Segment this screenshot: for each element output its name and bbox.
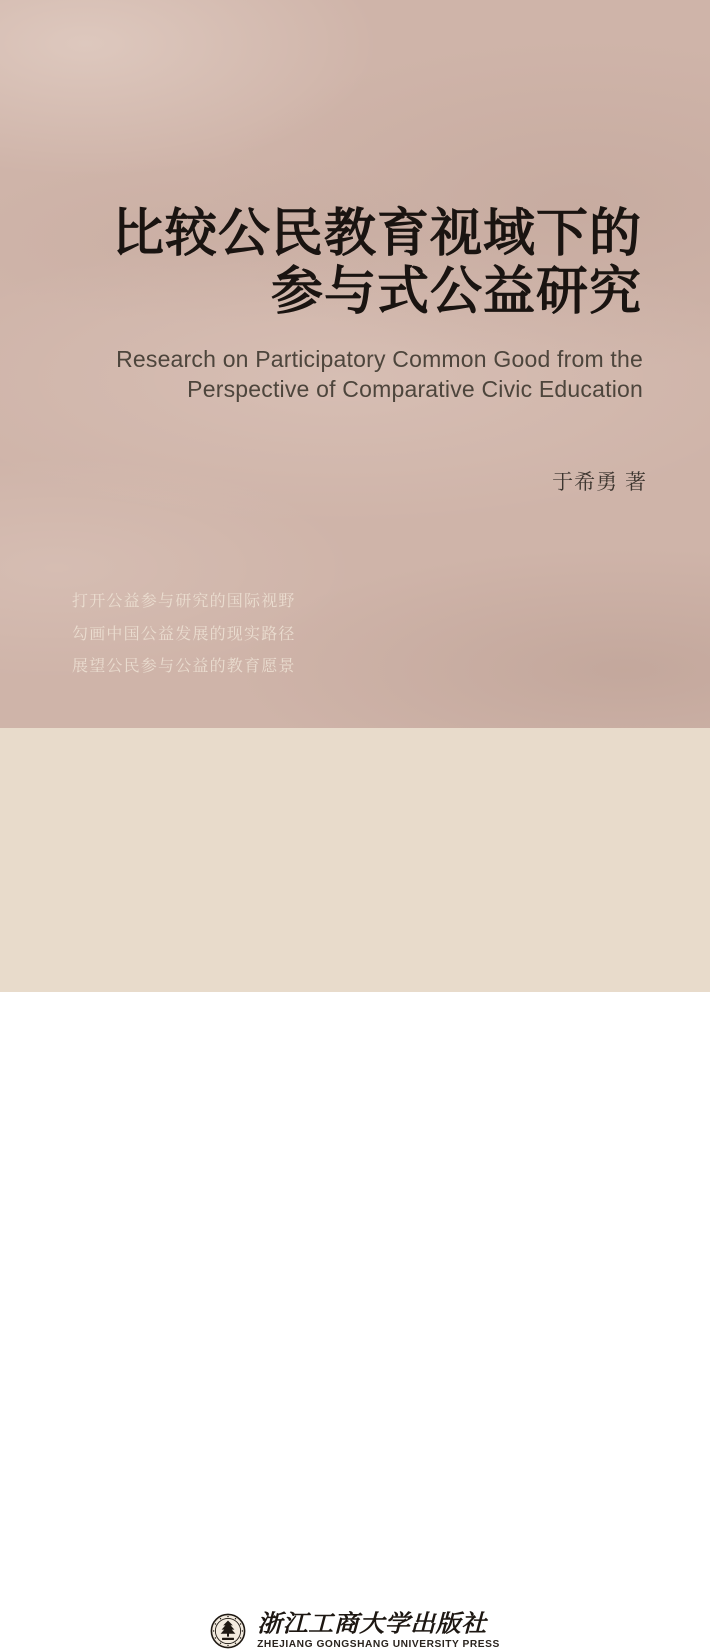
publisher-name bbox=[257, 1612, 500, 1650]
book-title-line1: 比较公民教育视域下的 bbox=[111, 206, 642, 263]
book-subtitle-line1: Research on Participatory Common Good from the bbox=[116, 346, 643, 372]
university-press-seal-icon bbox=[210, 1613, 246, 1649]
book-title-line2: 参与式公益研究 bbox=[270, 264, 642, 321]
tagline-item: 打开公益参与研究的国际视野 bbox=[72, 593, 296, 610]
tagline-item: 展望公民参与公益的教育愿景 bbox=[72, 658, 296, 675]
tagline-item: 勾画中国公益发展的现实路径 bbox=[72, 625, 296, 643]
cover-bottom-section bbox=[0, 728, 710, 1650]
book-subtitle bbox=[116, 344, 643, 404]
publisher-name-en: ZHEJIANG GONGSHANG UNIVERSITY PRESS bbox=[257, 1639, 500, 1650]
tagline-list bbox=[72, 594, 296, 692]
cover-top-section bbox=[0, 0, 710, 728]
publisher-block bbox=[0, 1612, 710, 1650]
book-title bbox=[112, 206, 642, 322]
publisher-name-cn: 浙江工商大学出版社 bbox=[257, 1611, 487, 1638]
author-name: 于希勇 著 bbox=[552, 471, 647, 494]
book-subtitle-line2: Perspective of Comparative Civic Education bbox=[187, 376, 643, 402]
